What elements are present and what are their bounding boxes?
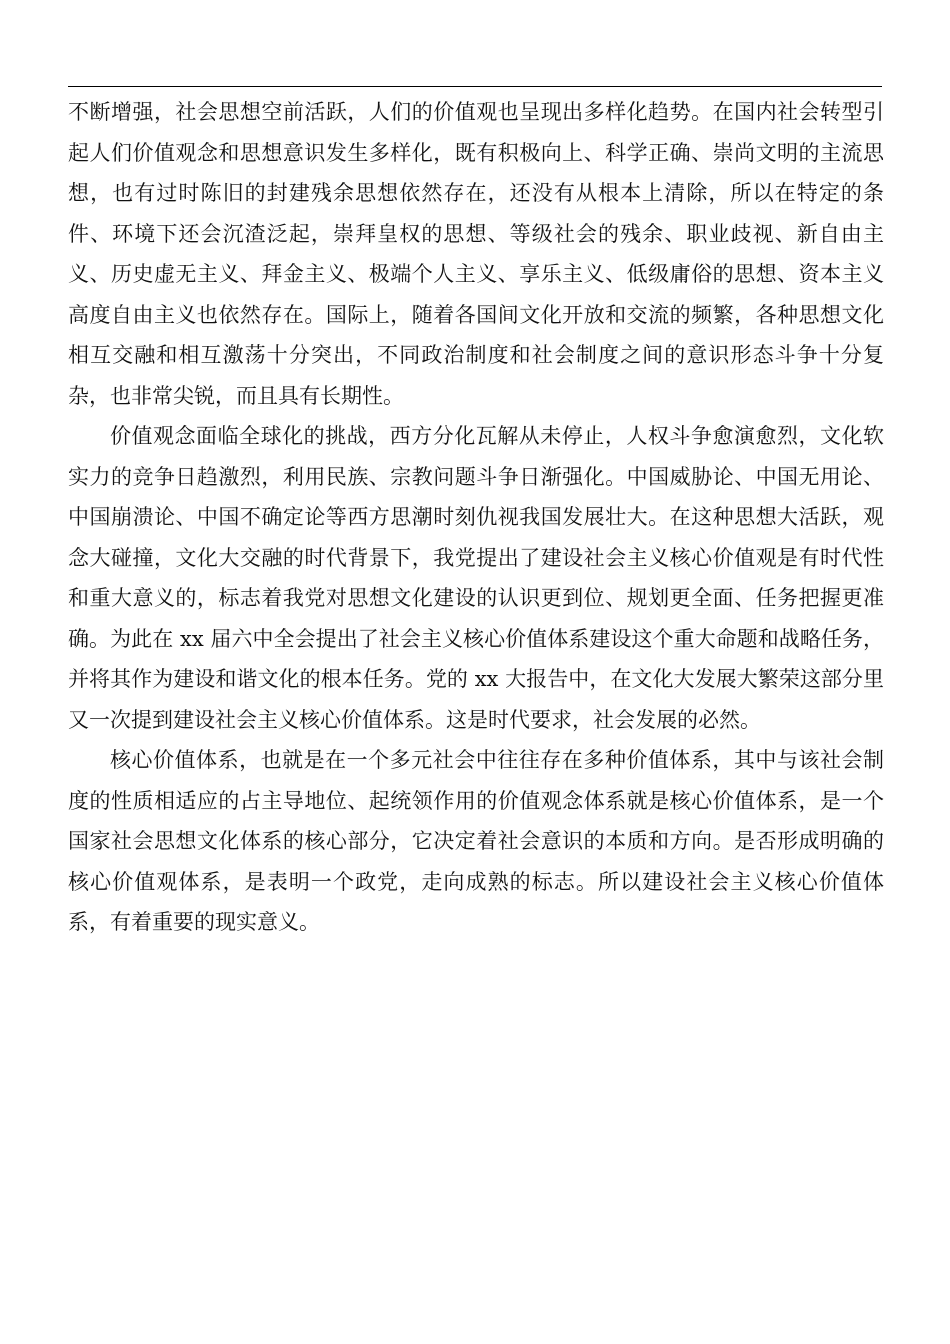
document-body [68, 92, 884, 943]
paragraph-3: 核心价值体系，也就是在一个多元社会中往往存在多种价值体系，其中与该社会制度的性质相适应的占主导地位、起统领作用的价值观念体系就是核心价值体系，是一个国家社会思想文化体系的核心部分，它决定着社会意识的本质和方向。是否形成明确的核心价值观体系，是表明一个政党，走向成熟的标志。所以建设社会主义核心价值体系，有着重要的现实意义。 [68, 748, 884, 934]
paragraph-2: 价值观念面临全球化的挑战，西方分化瓦解从未停止，人权斗争愈演愈烈，文化软实力的竞争日趋激烈，利用民族、宗教问题斗争日渐强化。中国威胁论、中国无用论、中国崩溃论、中国不确定论等西方思潮时刻仇视我国发展壮大。在这种思想大活跃，观念大碰撞，文化大交融的时代背景下，我党提出了建设社会主义核心价值观是有时代性和重大意义的，标志着我党对思想文化建设的认识更到位、规划更全面、任务把握更准确。为此在 xx 届六中全会提出了社会主义核心价值体系建设这个重大命题和战略任务，并将其作为建设和谐文化的根本任务。党的 xx 大报告中，在文化大发展大繁荣这部分里又一次提到建设社会主义核心价值体系。这是时代要求，社会发展的必然。 [68, 424, 884, 732]
paragraph-1: 不断增强，社会思想空前活跃，人们的价值观也呈现出多样化趋势。在国内社会转型引起人们价值观念和思想意识发生多样化，既有积极向上、科学正确、崇尚文明的主流思想，也有过时陈旧的封建残余思想依然存在，还没有从根本上清除，所以在特定的条件、环境下还会沉渣泛起，崇拜皇权的思想、等级社会的残余、职业歧视、新自由主义、历史虚无主义、拜金主义、极端个人主义、享乐主义、低级庸俗的思想、资本主义高度自由主义也依然存在。国际上，随着各国间文化开放和交流的频繁，各种思想文化相互交融和相互激荡十分突出，不同政治制度和社会制度之间的意识形态斗争十分复杂，也非常尖锐，而且具有长期性。 [68, 100, 884, 408]
header-rule [68, 86, 882, 87]
